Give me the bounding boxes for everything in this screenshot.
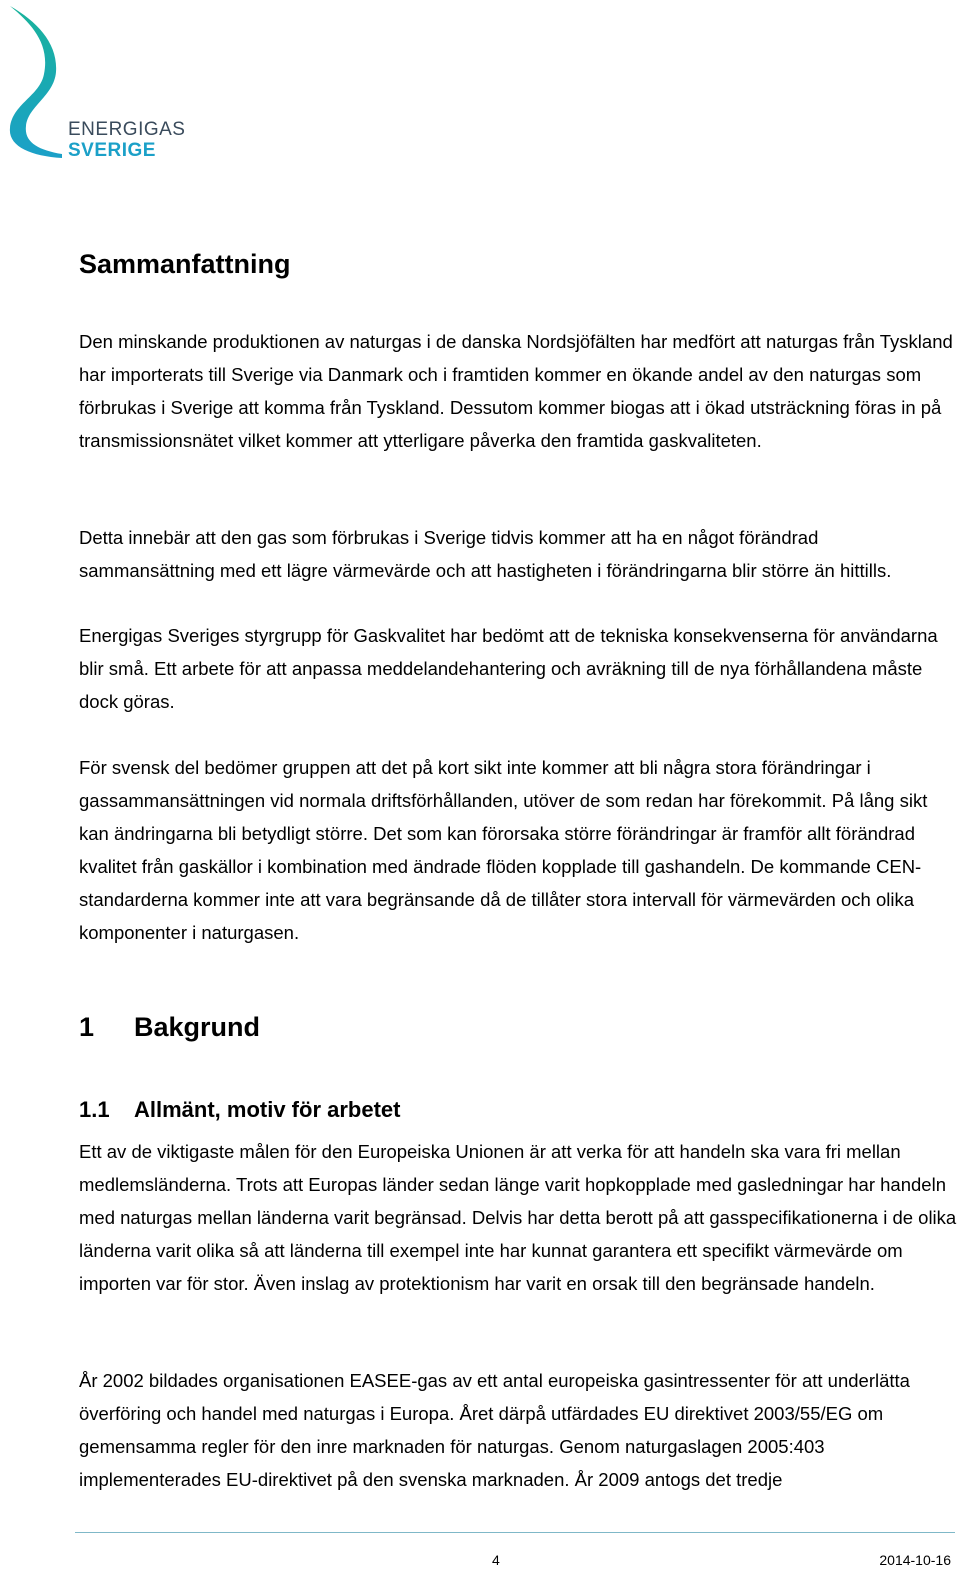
section-title: Bakgrund <box>134 1012 261 1042</box>
section-heading-bakgrund <box>79 1009 260 1045</box>
footer-divider <box>75 1532 955 1533</box>
summary-paragraph-2: Detta innebär att den gas som förbrukas i Sverige tidvis kommer att ha en något förändrad sammansättning med ett lägre värmevärde och att hastigheten i förändringarna blir större än hittills. <box>79 527 892 581</box>
page-number: 4 <box>492 1552 500 1568</box>
summary-paragraph-1: Den minskande produktionen av naturgas i de danska Nordsjöfälten har medfört att naturgas från Tyskland har importerats till Sverige via Danmark och i framtiden kommer en ökande andel av den naturgas som förbrukas i Sverige att komma från Tyskland. Dessutom kommer biogas att i ökad utsträckning föras in på transmissionsnätet vilket kommer att ytterligare påverka den framtida gaskvaliteten. <box>79 331 953 451</box>
section-paragraph-2: År 2002 bildades organisationen EASEE-gas av ett antal europeiska gasintressenter för att underlätta överföring och handel med naturgas i Europa. Året därpå utfärdades EU direktivet 2003/55/EG om gemensamma regler för den inre marknaden för naturgas. Genom naturgaslagen 2005:403 implementerades EU-direktivet på den svenska marknaden. År 2009 antogs det tredje <box>79 1370 910 1490</box>
subsection-heading-allmant <box>79 1095 400 1125</box>
summary-paragraph-3: Energigas Sveriges styrgrupp för Gaskvalitet har bedömt att de tekniska konsekvenserna för användarna blir små. Ett arbete för att anpassa meddelandehantering och avräkning till de nya förhållandena måste dock göras. <box>79 625 938 712</box>
subsection-title: Allmänt, motiv för arbetet <box>134 1097 401 1122</box>
section-number: 1 <box>79 1012 95 1042</box>
subsection-number: 1.1 <box>79 1097 110 1122</box>
footer-date: 2014-10-16 <box>879 1552 951 1568</box>
energigas-sverige-logo <box>4 4 194 164</box>
logo-text-energigas: ENERGIGAS <box>68 119 186 140</box>
summary-paragraph-4: För svensk del bedömer gruppen att det på kort sikt inte kommer att bli några stora förändringar i gassammansättningen vid normala driftsförhållanden, utöver de som redan har förekommit. På lång sikt kan ändringarna bli betydligt större. Det som kan förorsaka större förändringar är framför allt förändrad kvalitet från gaskällor i kombination med ändrade flöden kopplade till gashandeln. De kommande CEN-standarderna kommer inte att vara begränsande då de tillåter stora intervall för värmevärden och olika komponenter i naturgasen. <box>79 757 928 943</box>
logo-text-sverige: SVERIGE <box>68 140 156 161</box>
logo-swoosh-icon <box>4 4 68 164</box>
summary-heading: Sammanfattning <box>79 249 291 279</box>
section-paragraph-1: Ett av de viktigaste målen för den Europeiska Unionen är att verka för att handeln ska vara fri mellan medlemsländerna. Trots att Europas länder sedan länge varit hopkopplade med gasledningar har handeln med naturgas mellan länderna varit begränsad. Delvis har detta berott på att gasspecifikationerna i de olika länderna varit olika så att länderna till exempel inte har kunnat garantera ett specifikt värmevärde om importen var för stor. Även inslag av protektionism har varit en orsak till den begränsade handeln. <box>79 1141 957 1294</box>
